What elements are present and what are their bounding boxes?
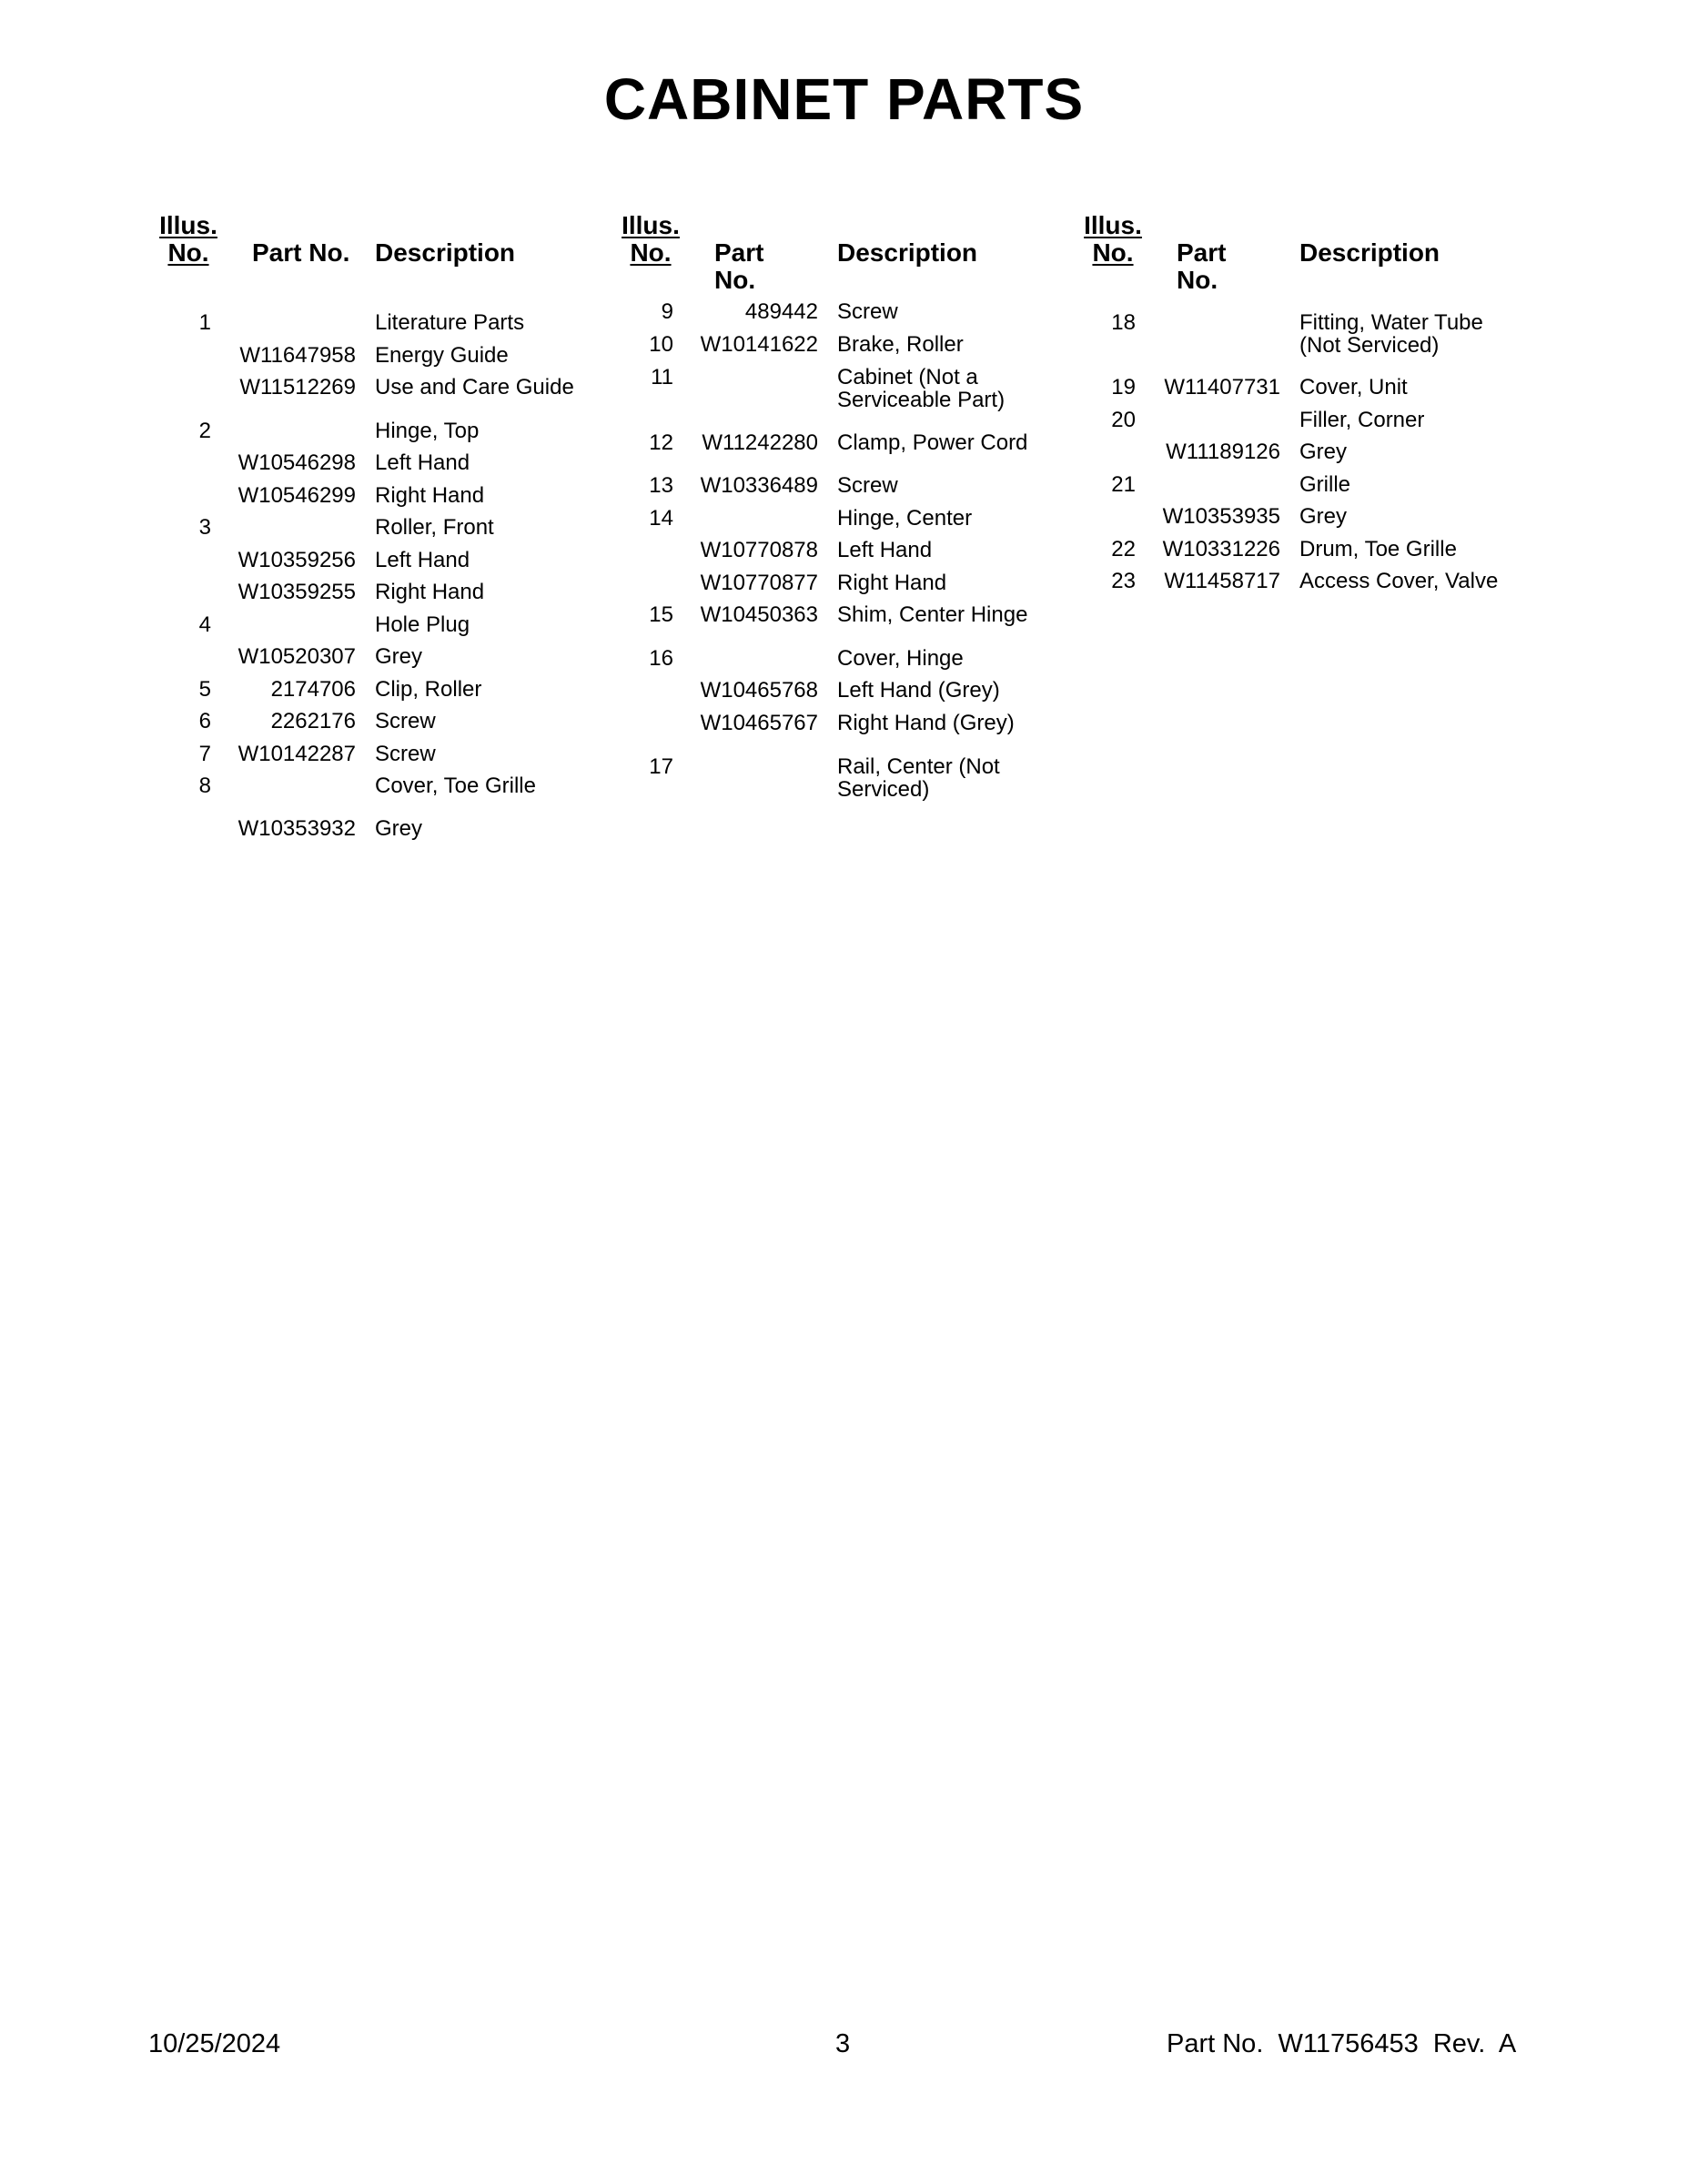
part-description: Clip, Roller: [375, 677, 482, 702]
part-number: W10520307: [238, 644, 356, 669]
part-number: W10359255: [238, 580, 356, 604]
part-number: W11458717: [1164, 569, 1280, 593]
header-no-label: No.: [630, 238, 672, 267]
part-number: W10331226: [1162, 537, 1280, 561]
illus-number: 10: [649, 332, 673, 357]
header-illus-label: Illus.: [622, 211, 680, 239]
part-description: Literature Parts: [375, 310, 525, 335]
header-no-label: No.: [1092, 238, 1134, 267]
part-description: Right Hand: [375, 483, 485, 508]
part-number: W10353932: [238, 816, 356, 841]
part-number: W10353935: [1162, 504, 1280, 529]
part-description: Right Hand: [375, 580, 485, 604]
illus-number: 8: [198, 774, 211, 798]
illus-number: 19: [1111, 375, 1136, 399]
part-description: Cover, Toe Grille: [375, 774, 536, 798]
part-number: 489442: [744, 299, 818, 324]
part-description: Right Hand: [837, 571, 947, 595]
part-description: Left Hand (Grey): [837, 678, 1000, 703]
illus-number: 7: [198, 742, 211, 766]
header-illus-label: Illus.: [1084, 211, 1142, 239]
part-description: Screw: [837, 299, 898, 324]
illus-number: 21: [1111, 472, 1136, 497]
part-description: Cover, Hinge: [837, 646, 964, 671]
illus-number: 15: [649, 602, 673, 627]
part-description: Roller, Front: [375, 515, 494, 540]
illus-number: 5: [198, 677, 211, 702]
illus-number: 22: [1111, 537, 1136, 561]
part-number: W10546298: [238, 450, 356, 475]
part-description: Clamp, Power Cord: [837, 430, 1028, 455]
part-number: W10141622: [700, 332, 818, 357]
illus-number: 1: [198, 310, 211, 335]
part-description: Cabinet (Not a Serviceable Part): [837, 365, 1006, 412]
part-number: W10770877: [700, 571, 818, 595]
illus-number: 16: [649, 646, 673, 671]
footer-date: 10/25/2024: [148, 2029, 281, 2058]
header-part-no: Part No.: [252, 238, 350, 267]
illus-number: 13: [649, 473, 673, 498]
part-description: Grey: [375, 644, 423, 669]
illus-number: 17: [649, 754, 673, 779]
part-description: Access Cover, Valve: [1299, 569, 1499, 593]
illus-number: 4: [198, 612, 211, 637]
header-illus-label: Illus.: [159, 211, 217, 239]
part-description: Screw: [837, 473, 898, 498]
part-description: Filler, Corner: [1299, 408, 1425, 432]
part-number: W10336489: [700, 473, 818, 498]
illus-number: 11: [651, 365, 673, 389]
illus-number: 23: [1111, 569, 1136, 593]
part-number: W11647958: [239, 343, 356, 368]
illus-number: 2: [198, 419, 211, 443]
part-number: W10465767: [700, 711, 818, 735]
header-part-no: Part No.: [714, 238, 764, 294]
header-description: Description: [1299, 238, 1440, 267]
part-description: Drum, Toe Grille: [1299, 537, 1457, 561]
illus-number: 14: [649, 506, 673, 531]
part-description: Left Hand: [837, 538, 933, 562]
part-description: Screw: [375, 709, 436, 733]
footer-page-number: 3: [835, 2029, 851, 2058]
part-description: Right Hand (Grey): [837, 711, 1015, 735]
part-description: Shim, Center Hinge: [837, 602, 1028, 627]
part-number: W10142287: [238, 742, 356, 766]
illus-number: 12: [649, 430, 673, 455]
header-part-no: Part No.: [1177, 238, 1227, 294]
illus-number: 18: [1111, 310, 1136, 335]
part-number: 2174706: [270, 677, 356, 702]
header-illus-no: [619, 212, 682, 267]
part-description: Fitting, Water Tube (Not Serviced): [1299, 310, 1483, 358]
footer-part-number: Part No. W11756453 Rev. A: [1167, 2029, 1517, 2058]
part-description: Grille: [1299, 472, 1351, 497]
part-description: Rail, Center (Not Serviced): [837, 754, 1000, 802]
page-title: CABINET PARTS: [603, 66, 1085, 132]
part-description: Hole Plug: [375, 612, 470, 637]
part-number: 2262176: [270, 709, 356, 733]
part-number: W11512269: [239, 375, 356, 399]
illus-number: 9: [661, 299, 673, 324]
part-description: Screw: [375, 742, 436, 766]
part-description: Hinge, Top: [375, 419, 480, 443]
illus-number: 20: [1111, 408, 1136, 432]
part-number: W10770878: [700, 538, 818, 562]
part-description: Grey: [1299, 504, 1348, 529]
header-no-label: No.: [167, 238, 209, 267]
illus-number: 6: [198, 709, 211, 733]
part-number: W11189126: [1166, 440, 1280, 464]
part-description: Cover, Unit: [1299, 375, 1408, 399]
part-number: W10546299: [238, 483, 356, 508]
part-description: Brake, Roller: [837, 332, 964, 357]
illus-number: 3: [198, 515, 211, 540]
part-number: W10359256: [238, 548, 356, 572]
part-description: Hinge, Center: [837, 506, 973, 531]
header-description: Description: [837, 238, 978, 267]
part-description: Grey: [1299, 440, 1348, 464]
part-description: Energy Guide: [375, 343, 509, 368]
part-description: Grey: [375, 816, 423, 841]
part-number: W10450363: [700, 602, 818, 627]
header-description: Description: [375, 238, 516, 267]
part-number: W11407731: [1164, 375, 1280, 399]
part-description: Use and Care Guide: [375, 375, 574, 399]
header-illus-no: [1081, 212, 1145, 267]
part-description: Left Hand: [375, 450, 470, 475]
part-number: W10465768: [700, 678, 818, 703]
part-number: W11242280: [702, 430, 818, 455]
part-description: Left Hand: [375, 548, 470, 572]
